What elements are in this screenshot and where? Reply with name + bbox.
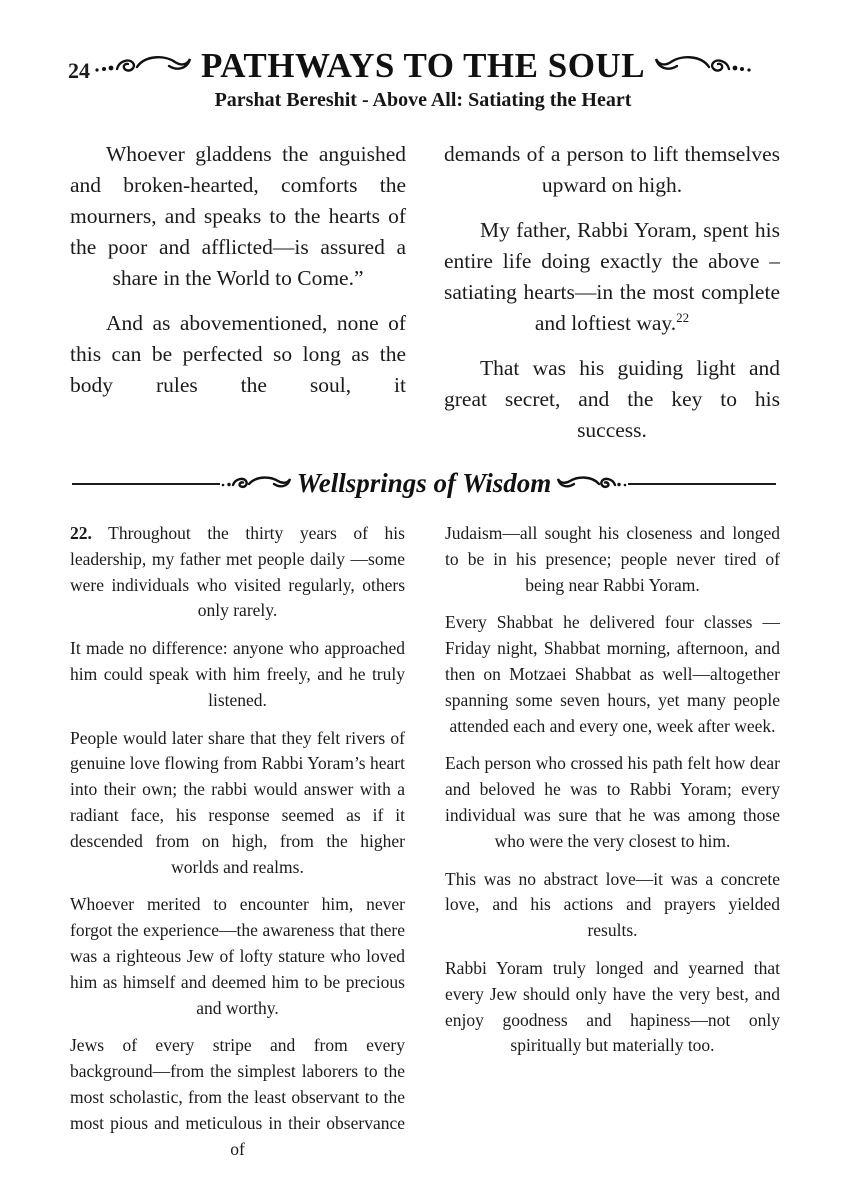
- main-right-column: [444, 139, 780, 460]
- footnote-paragraph: People would later share that they felt rivers of genuine love flowing from Rabbi Yoram’s heart into their own; the rabbi would answer with a radiant face, his response seemed as if it descended from on high, from the higher worlds and realms.: [70, 727, 405, 877]
- footnote-paragraph: Every Shabbat he delivered four classes —Friday night, Shabbat morning, afternoon, and then on Motzaei Shabbat as well—altogether spanning some seven hours, yet many people attended each and every one, week after week.: [445, 612, 780, 736]
- flourish-left-icon: [93, 53, 193, 79]
- footnote-paragraph: [70, 521, 405, 624]
- footnote-paragraph-text: Throughout the thirty years of his leadership, my father met people daily —some were individuals who visited regularly, others only rarely.: [70, 523, 405, 621]
- divider-rule-left: [72, 483, 220, 485]
- page-number: 24: [68, 58, 90, 83]
- body-paragraph: That was his guiding light and great secret, and the key to his success.: [444, 356, 780, 442]
- divider-rule-right: [628, 483, 776, 485]
- main-left-column: [70, 139, 406, 460]
- main-text: [0, 112, 846, 460]
- footnote-paragraph: Jews of every stripe and from every background—from the simplest laborers to the most scholastic, from the least observant to the most pious and meticulous in their observance of: [70, 1035, 405, 1159]
- book-title: PATHWAYS TO THE SOUL: [200, 46, 646, 85]
- wellsprings-divider: [0, 468, 846, 499]
- footnote-right-column: [445, 521, 780, 1174]
- footnote-paragraph: Whoever merited to encounter him, never forgot the experience—the awareness that there was a righteous Jew of lofty stature who loved him as himself and deemed him to be precious and worthy.: [70, 894, 405, 1018]
- footnote-section: [0, 513, 846, 1174]
- footnote-paragraph: Each person who crossed his path felt how dear and beloved he was to Rabbi Yoram; every individual was sure that he was among those who were the very closest to him.: [445, 753, 780, 851]
- footnote-paragraph: Rabbi Yoram truly longed and yearned that every Jew should only have the very best, and enjoy goodness and hapiness—not only spiritually but materially too.: [445, 957, 780, 1056]
- footnote-reference: 22: [676, 310, 690, 325]
- body-paragraph: Whoever gladdens the anguished and broken-hearted, comforts the mourners, and speaks to the hearts of the poor and afflicted—is assured a share in the World to Come.”: [70, 142, 406, 290]
- divider-flourish-right-icon: [556, 475, 628, 493]
- flourish-right-icon: [653, 53, 753, 79]
- footnote-paragraph: Judaism—all sought his closeness and longed to be in his presence; people never tired of being near Rabbi Yoram.: [445, 523, 780, 595]
- title-row: [0, 46, 846, 86]
- footnote-paragraph: This was no abstract love—it was a concrete love, and his actions and prayers yielded results.: [445, 868, 780, 941]
- divider-label: Wellsprings of Wisdom: [296, 468, 552, 498]
- divider-flourish-left-icon: [220, 475, 292, 493]
- page-header: [0, 0, 846, 112]
- footnote-number: 22.: [70, 523, 92, 543]
- body-paragraph: [444, 215, 780, 339]
- footnote-paragraph: It made no difference: anyone who approached him could speak with him freely, and he truly listened.: [70, 638, 405, 710]
- footnote-left-column: [70, 521, 405, 1174]
- body-paragraph-text: My father, Rabbi Yoram, spent his entire life doing exactly the above – satiating hearts—in the most complete and loftiest way.: [444, 218, 780, 335]
- body-paragraph: demands of a person to lift themselves upward on high.: [444, 142, 780, 197]
- chapter-subtitle: Parshat Bereshit - Above All: Satiating the Heart: [214, 89, 632, 111]
- body-paragraph: And as abovementioned, none of this can be perfected so long as the body rules the soul, it: [70, 311, 406, 397]
